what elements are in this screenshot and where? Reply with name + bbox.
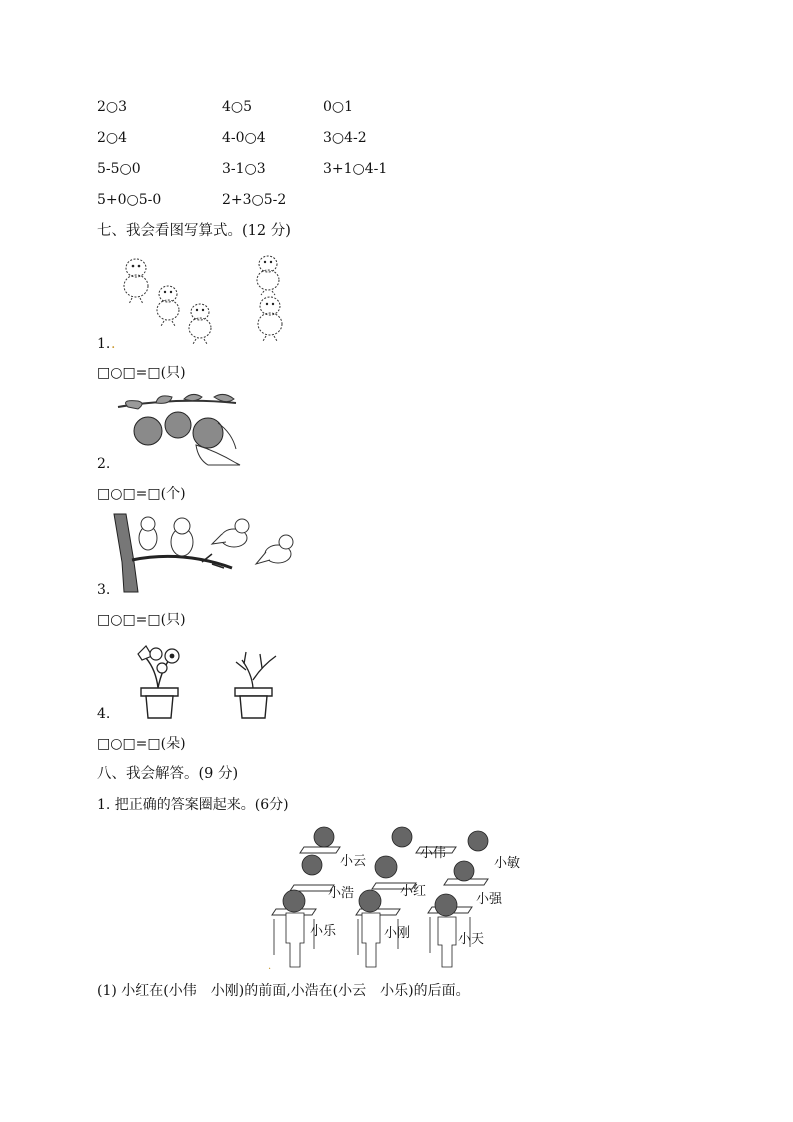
section7-title: 七、我会看图写算式。(12 分): [97, 223, 291, 239]
student-head: [468, 831, 488, 851]
student-name: 小浩: [328, 886, 355, 901]
compare-cell: 3○4-2: [323, 130, 367, 146]
section8-title: 八、我会解答。(9 分): [97, 766, 239, 782]
chick-icon: [157, 286, 179, 326]
question-1-part-1: (1) 小红在(小伟 小刚)的前面,小浩在(小云 小乐)的后面。: [97, 983, 470, 999]
bird-icon: [171, 518, 193, 556]
student-name: 小敏: [494, 856, 521, 871]
chicks-illustration: [118, 252, 298, 347]
item-number: 4.: [97, 706, 111, 722]
item-number: 1.: [97, 336, 111, 352]
student-head: [375, 856, 397, 878]
compare-cell: 5+0○5-0: [97, 192, 162, 208]
item-number: 3.: [97, 582, 111, 598]
compare-cell: 2○3: [97, 99, 128, 115]
student-name: 小乐: [310, 924, 337, 939]
birds-illustration: [112, 514, 302, 592]
formula-4: □○□=□(朵): [97, 736, 186, 752]
student-name: 小云: [340, 854, 367, 869]
student-head: [302, 855, 322, 875]
chick-icon: [189, 304, 211, 344]
chick-icon: [257, 256, 279, 295]
student-head: [359, 890, 381, 912]
student-name: 小天: [458, 932, 485, 947]
compare-cell: 4○5: [222, 99, 253, 115]
student-name: 小伟: [420, 846, 447, 861]
student-head: [454, 861, 474, 881]
student-head: [283, 890, 305, 912]
formula-2: □○□=□(个): [97, 486, 186, 502]
decor-dot: .: [111, 336, 116, 352]
item-number: 2.: [97, 456, 111, 472]
flowerpots-illustration: [116, 640, 286, 720]
compare-cell: 2○4: [97, 130, 128, 146]
compare-cell: 4-0○4: [222, 130, 266, 146]
flowerpot-icon: [138, 646, 179, 718]
compare-cell: 5-5○0: [97, 161, 141, 177]
bird-icon: [212, 519, 249, 547]
question-1-title: 1. 把正确的答案圈起来。(6分): [97, 797, 289, 813]
student-name: 小红: [400, 884, 427, 899]
formula-1: □○□=□(只): [97, 365, 186, 381]
bird-icon: [256, 535, 293, 564]
classroom-illustration: [272, 825, 532, 970]
compare-cell: 3+1○4-1: [323, 161, 388, 177]
formula-3: □○□=□(只): [97, 612, 186, 628]
compare-cell: 2+3○5-2: [222, 192, 287, 208]
student-head: [314, 827, 334, 847]
apples-illustration: [118, 393, 240, 465]
bird-icon: [139, 517, 157, 550]
chick-icon: [124, 259, 148, 304]
compare-cell: 3-1○3: [222, 161, 266, 177]
chick-icon: [258, 297, 282, 341]
student-head: [392, 827, 412, 847]
decor-dot: .: [268, 961, 272, 972]
student-name: 小强: [476, 892, 503, 907]
student-name: 小刚: [384, 926, 411, 941]
flowerpot-icon: [235, 652, 276, 718]
student-head: [435, 894, 457, 916]
compare-cell: 0○1: [323, 99, 354, 115]
